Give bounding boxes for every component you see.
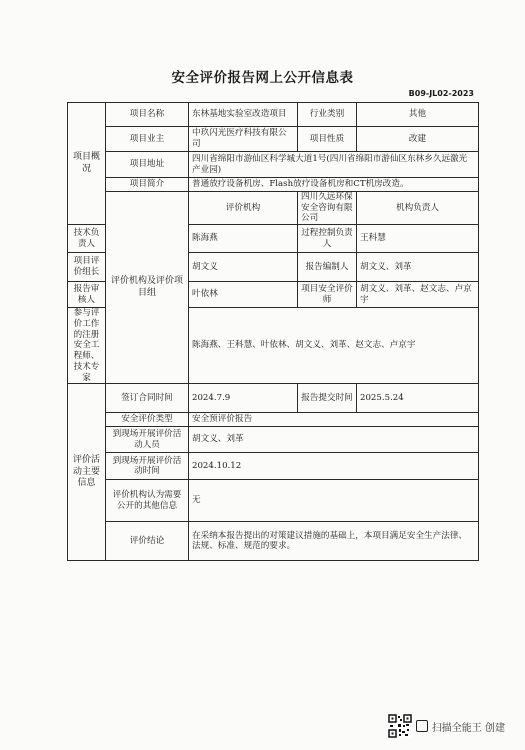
row-other-info bbox=[68, 480, 479, 522]
row-project-brief bbox=[68, 178, 479, 192]
row-project-name bbox=[68, 103, 479, 127]
project-address-label: 项目地址 bbox=[106, 152, 189, 178]
row-contract bbox=[68, 384, 479, 413]
site-time-value: 2024.10.12 bbox=[189, 453, 479, 480]
industry-label: 行业类别 bbox=[298, 103, 357, 127]
submit-date-label: 报告提交时间 bbox=[298, 384, 357, 413]
section-institution: 评价机构及评价项目组 bbox=[106, 192, 189, 384]
row-conclusion bbox=[68, 522, 479, 561]
qr-code-icon bbox=[388, 714, 412, 738]
engineers-value: 陈海燕、王科慧、叶依林、胡文义、刘革、赵文志、卢京宇 bbox=[189, 308, 479, 384]
project-name-label: 项目名称 bbox=[106, 103, 189, 127]
team-leader-value: 胡文义 bbox=[189, 253, 298, 282]
reviewer-value: 叶依林 bbox=[189, 282, 298, 308]
contract-date-label: 签订合同时间 bbox=[106, 384, 189, 413]
project-owner-label: 项目业主 bbox=[106, 127, 189, 152]
project-owner-value: 中玖闪光医疗科技有限公司 bbox=[189, 127, 298, 152]
report-writer-label: 报告编制人 bbox=[298, 253, 357, 282]
evaluator-value: 胡文义、刘革、赵文志、卢京宇 bbox=[357, 282, 479, 308]
report-writer-value: 胡文义、刘革 bbox=[357, 253, 479, 282]
tech-head-label: 技术负责人 bbox=[68, 225, 106, 253]
project-name-value: 东林基地实验室改造项目 bbox=[189, 103, 298, 127]
row-project-address bbox=[68, 152, 479, 178]
industry-value: 其他 bbox=[357, 103, 479, 127]
process-control-label: 过程控制负责人 bbox=[298, 225, 357, 253]
engineers-label: 参与评价工作的注册安全工程师、技术专家 bbox=[68, 308, 106, 384]
site-people-value: 胡文义、刘革 bbox=[189, 427, 479, 453]
project-nature-value: 改建 bbox=[357, 127, 479, 152]
row-site-time bbox=[68, 453, 479, 480]
document-code: B09-JL02-2023 bbox=[408, 89, 474, 98]
institution-label: 评价机构 bbox=[189, 192, 298, 225]
project-brief-value: 普通放疗设备机房、Flash放疗设备机房和CT机房改造。 bbox=[189, 178, 479, 192]
submit-date-value: 2025.5.24 bbox=[357, 384, 479, 413]
row-project-owner bbox=[68, 127, 479, 152]
team-leader-label: 项目评价组长 bbox=[68, 253, 106, 282]
contract-date-value: 2024.7.9 bbox=[189, 384, 298, 413]
scanner-text: 扫描全能王 创建 bbox=[431, 722, 505, 734]
other-info-value: 无 bbox=[189, 480, 479, 522]
project-brief-label: 项目简介 bbox=[106, 178, 189, 192]
section-activity: 评价活动主要信息 bbox=[68, 384, 106, 561]
row-institution bbox=[68, 192, 479, 225]
conclusion-value: 在采纳本报告提出的对策建议措施的基础上，本项目满足安全生产法律、法规、标准、规范的要求。 bbox=[189, 522, 479, 561]
process-control-value: 王科慧 bbox=[357, 225, 479, 253]
reviewer-label: 报告审核人 bbox=[68, 282, 106, 308]
info-table bbox=[67, 102, 479, 561]
site-people-label: 到现场开展评价活动人员 bbox=[106, 427, 189, 453]
other-info-label: 评价机构认为需要公开的其他信息 bbox=[106, 480, 189, 522]
row-eval-type bbox=[68, 413, 479, 427]
institution-value: 四川久远环保安全咨询有限公司 bbox=[298, 192, 357, 225]
project-address-value: 四川省绵阳市游仙区科学城大道1号(四川省绵阳市游仙区东林乡久远激光产业园) bbox=[189, 152, 479, 178]
project-nature-label: 项目性质 bbox=[298, 127, 357, 152]
row-site-people bbox=[68, 427, 479, 453]
tech-head-value: 陈海燕 bbox=[189, 225, 298, 253]
evaluator-label: 项目安全评价师 bbox=[298, 282, 357, 308]
institution-head-label: 机构负责人 bbox=[357, 192, 479, 225]
scanner-watermark bbox=[388, 714, 505, 738]
camscanner-logo-icon bbox=[416, 720, 428, 732]
site-time-label: 到现场开展评价活动时间 bbox=[106, 453, 189, 480]
eval-type-value: 安全预评价报告 bbox=[189, 413, 479, 427]
eval-type-label: 安全评价类型 bbox=[106, 413, 189, 427]
page-title: 安全评价报告网上公开信息表 bbox=[171, 70, 354, 86]
section-overview: 项目概况 bbox=[68, 103, 106, 225]
conclusion-label: 评价结论 bbox=[106, 522, 189, 561]
